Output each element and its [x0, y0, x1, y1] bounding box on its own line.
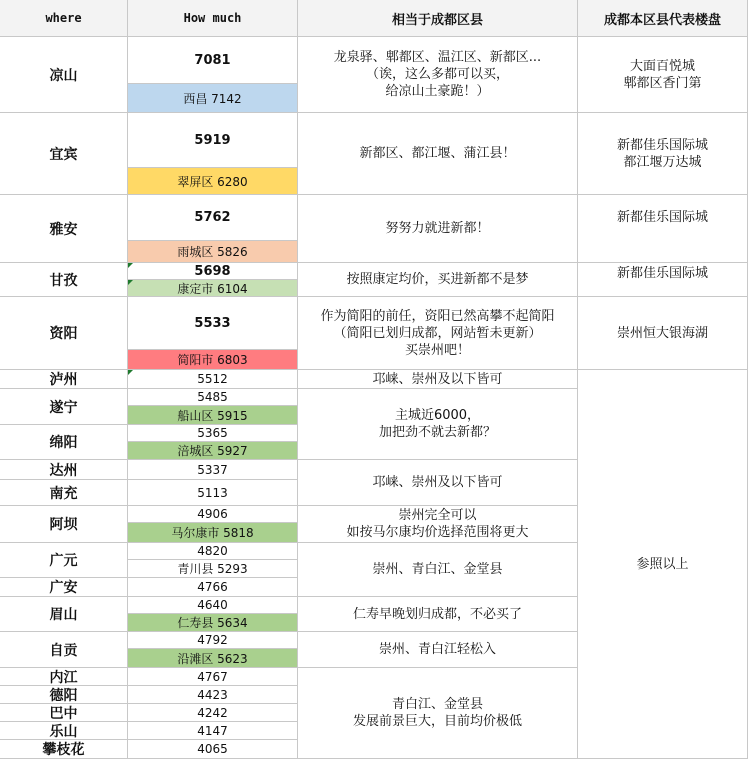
- equivalent-line: 青白江、金堂县: [391, 697, 483, 712]
- price-cell: 4423: [128, 686, 298, 704]
- equivalent-cell: 邛崃、崇州及以下皆可: [298, 460, 578, 506]
- sub-district-price: 简阳市 6803: [128, 350, 298, 370]
- price-cell: 5919: [128, 113, 298, 168]
- equivalent-line: （诶，这么多都可以买，: [365, 67, 509, 82]
- equivalent-cell: [298, 37, 578, 113]
- city-cell: 广元: [0, 543, 128, 578]
- sub-district-price: 仁寿县 5634: [128, 614, 298, 632]
- city-cell: 德阳: [0, 686, 128, 704]
- equivalent-cell: 努努力就进新都！: [298, 195, 578, 263]
- city-cell: 资阳: [0, 297, 128, 370]
- equivalent-line: 买崇州吧！: [404, 342, 470, 358]
- city-cell: 雅安: [0, 195, 128, 263]
- city-cell: 巴中: [0, 704, 128, 722]
- city-cell: 眉山: [0, 597, 128, 632]
- city-cell: 广安: [0, 578, 128, 597]
- equivalent-cell: 崇州、青白江、金堂县: [298, 543, 578, 597]
- city-cell: 宜宾: [0, 113, 128, 195]
- equivalent-line: （简阳已划归成都，网站暂未更新）: [333, 325, 542, 341]
- price-cell: 5762: [128, 195, 298, 241]
- city-cell: 甘孜: [0, 263, 128, 297]
- price-cell: 4767: [128, 668, 298, 686]
- price-cell: 4065: [128, 740, 298, 759]
- equivalent-cell: [298, 506, 578, 543]
- equivalent-line: 加把劲不就去新都？: [378, 425, 496, 440]
- equivalent-line: 崇州完全可以: [398, 508, 477, 523]
- price-cell: 4640: [128, 597, 298, 614]
- price-cell: 4906: [128, 506, 298, 523]
- price-cell: 7081: [128, 37, 298, 84]
- city-cell: 内江: [0, 668, 128, 686]
- property-cell: 参照以上: [578, 370, 748, 759]
- comment-marker-icon: [128, 280, 133, 285]
- property-cell: [578, 37, 748, 113]
- equivalent-cell: 新都区、都江堰、蒲江县！: [298, 113, 578, 195]
- price-cell: 5533: [128, 297, 298, 350]
- property-cell: 新都佳乐国际城: [578, 263, 748, 297]
- equivalent-cell: 邛崃、崇州及以下皆可: [298, 370, 578, 389]
- equivalent-line: 龙泉驿、郫都区、温江区、新都区...: [333, 50, 542, 65]
- sub-district-price: 雨城区 5826: [128, 241, 298, 263]
- sub-district-price: 翠屏区 6280: [128, 168, 298, 195]
- header-where: where: [0, 0, 128, 37]
- price-cell: 4766: [128, 578, 298, 597]
- city-cell: 乐山: [0, 722, 128, 740]
- equivalent-line: 给凉山土豪跪！）: [385, 84, 490, 99]
- sub-district-price: 沿滩区 5623: [128, 649, 298, 668]
- header-equivalent-district: 相当于成都区县: [298, 0, 578, 37]
- price-cell: 4147: [128, 722, 298, 740]
- equivalent-cell: 崇州、青白江轻松入: [298, 632, 578, 668]
- price-cell: 4820: [128, 543, 298, 560]
- price-cell: 4242: [128, 704, 298, 722]
- price-cell: 4792: [128, 632, 298, 649]
- city-cell: 攀枝花: [0, 740, 128, 759]
- city-cell: 自贡: [0, 632, 128, 668]
- city-cell: 阿坝: [0, 506, 128, 543]
- equivalent-line: 发展前景巨大，目前均价极低: [352, 714, 522, 729]
- sub-district-price: 船山区 5915: [128, 406, 298, 425]
- equivalent-line: 主城近6000，: [394, 408, 481, 423]
- city-cell: 绵阳: [0, 425, 128, 460]
- sub-district-price: 马尔康市 5818: [128, 523, 298, 543]
- comment-marker-icon: [128, 370, 133, 375]
- property-line: 郫都区香门第: [623, 75, 702, 91]
- equivalent-cell: [298, 297, 578, 370]
- sub-district-price: 西昌 7142: [128, 84, 298, 113]
- price-cell: 5512: [128, 370, 298, 389]
- property-line: 新都佳乐国际城: [616, 137, 708, 153]
- equivalent-cell: [298, 389, 578, 460]
- header-how-much: How much: [128, 0, 298, 37]
- header-representative-property: 成都本区县代表楼盘: [578, 0, 748, 37]
- equivalent-line: 如按马尔康均价选择范围将更大: [346, 525, 529, 540]
- city-cell: 南充: [0, 480, 128, 506]
- sub-district-price: 青川县 5293: [128, 560, 298, 578]
- equivalent-cell: 仁寿早晚划归成都，不必买了: [298, 597, 578, 632]
- city-cell: 凉山: [0, 37, 128, 113]
- price-cell: 5485: [128, 389, 298, 406]
- price-cell: 5365: [128, 425, 298, 442]
- property-cell: 崇州恒大银海湖: [578, 297, 748, 370]
- price-cell: 5337: [128, 460, 298, 480]
- comment-marker-icon: [128, 263, 133, 268]
- city-cell: 泸州: [0, 370, 128, 389]
- property-cell: [578, 113, 748, 195]
- equivalent-cell: [298, 668, 578, 759]
- property-line: 大面百悦城: [629, 58, 695, 74]
- equivalent-cell: 按照康定均价，买进新都不是梦: [298, 263, 578, 297]
- property-cell: 新都佳乐国际城: [578, 195, 748, 263]
- city-cell: 遂宁: [0, 389, 128, 425]
- sub-district-price: 涪城区 5927: [128, 442, 298, 460]
- price-cell: 5113: [128, 480, 298, 506]
- equivalent-line: 作为简阳的前任，资阳已然高攀不起简阳: [320, 308, 555, 324]
- city-cell: 达州: [0, 460, 128, 480]
- sub-district-price: 康定市 6104: [128, 280, 298, 297]
- property-line: 都江堰万达城: [623, 154, 702, 170]
- price-cell: 5698: [128, 263, 298, 280]
